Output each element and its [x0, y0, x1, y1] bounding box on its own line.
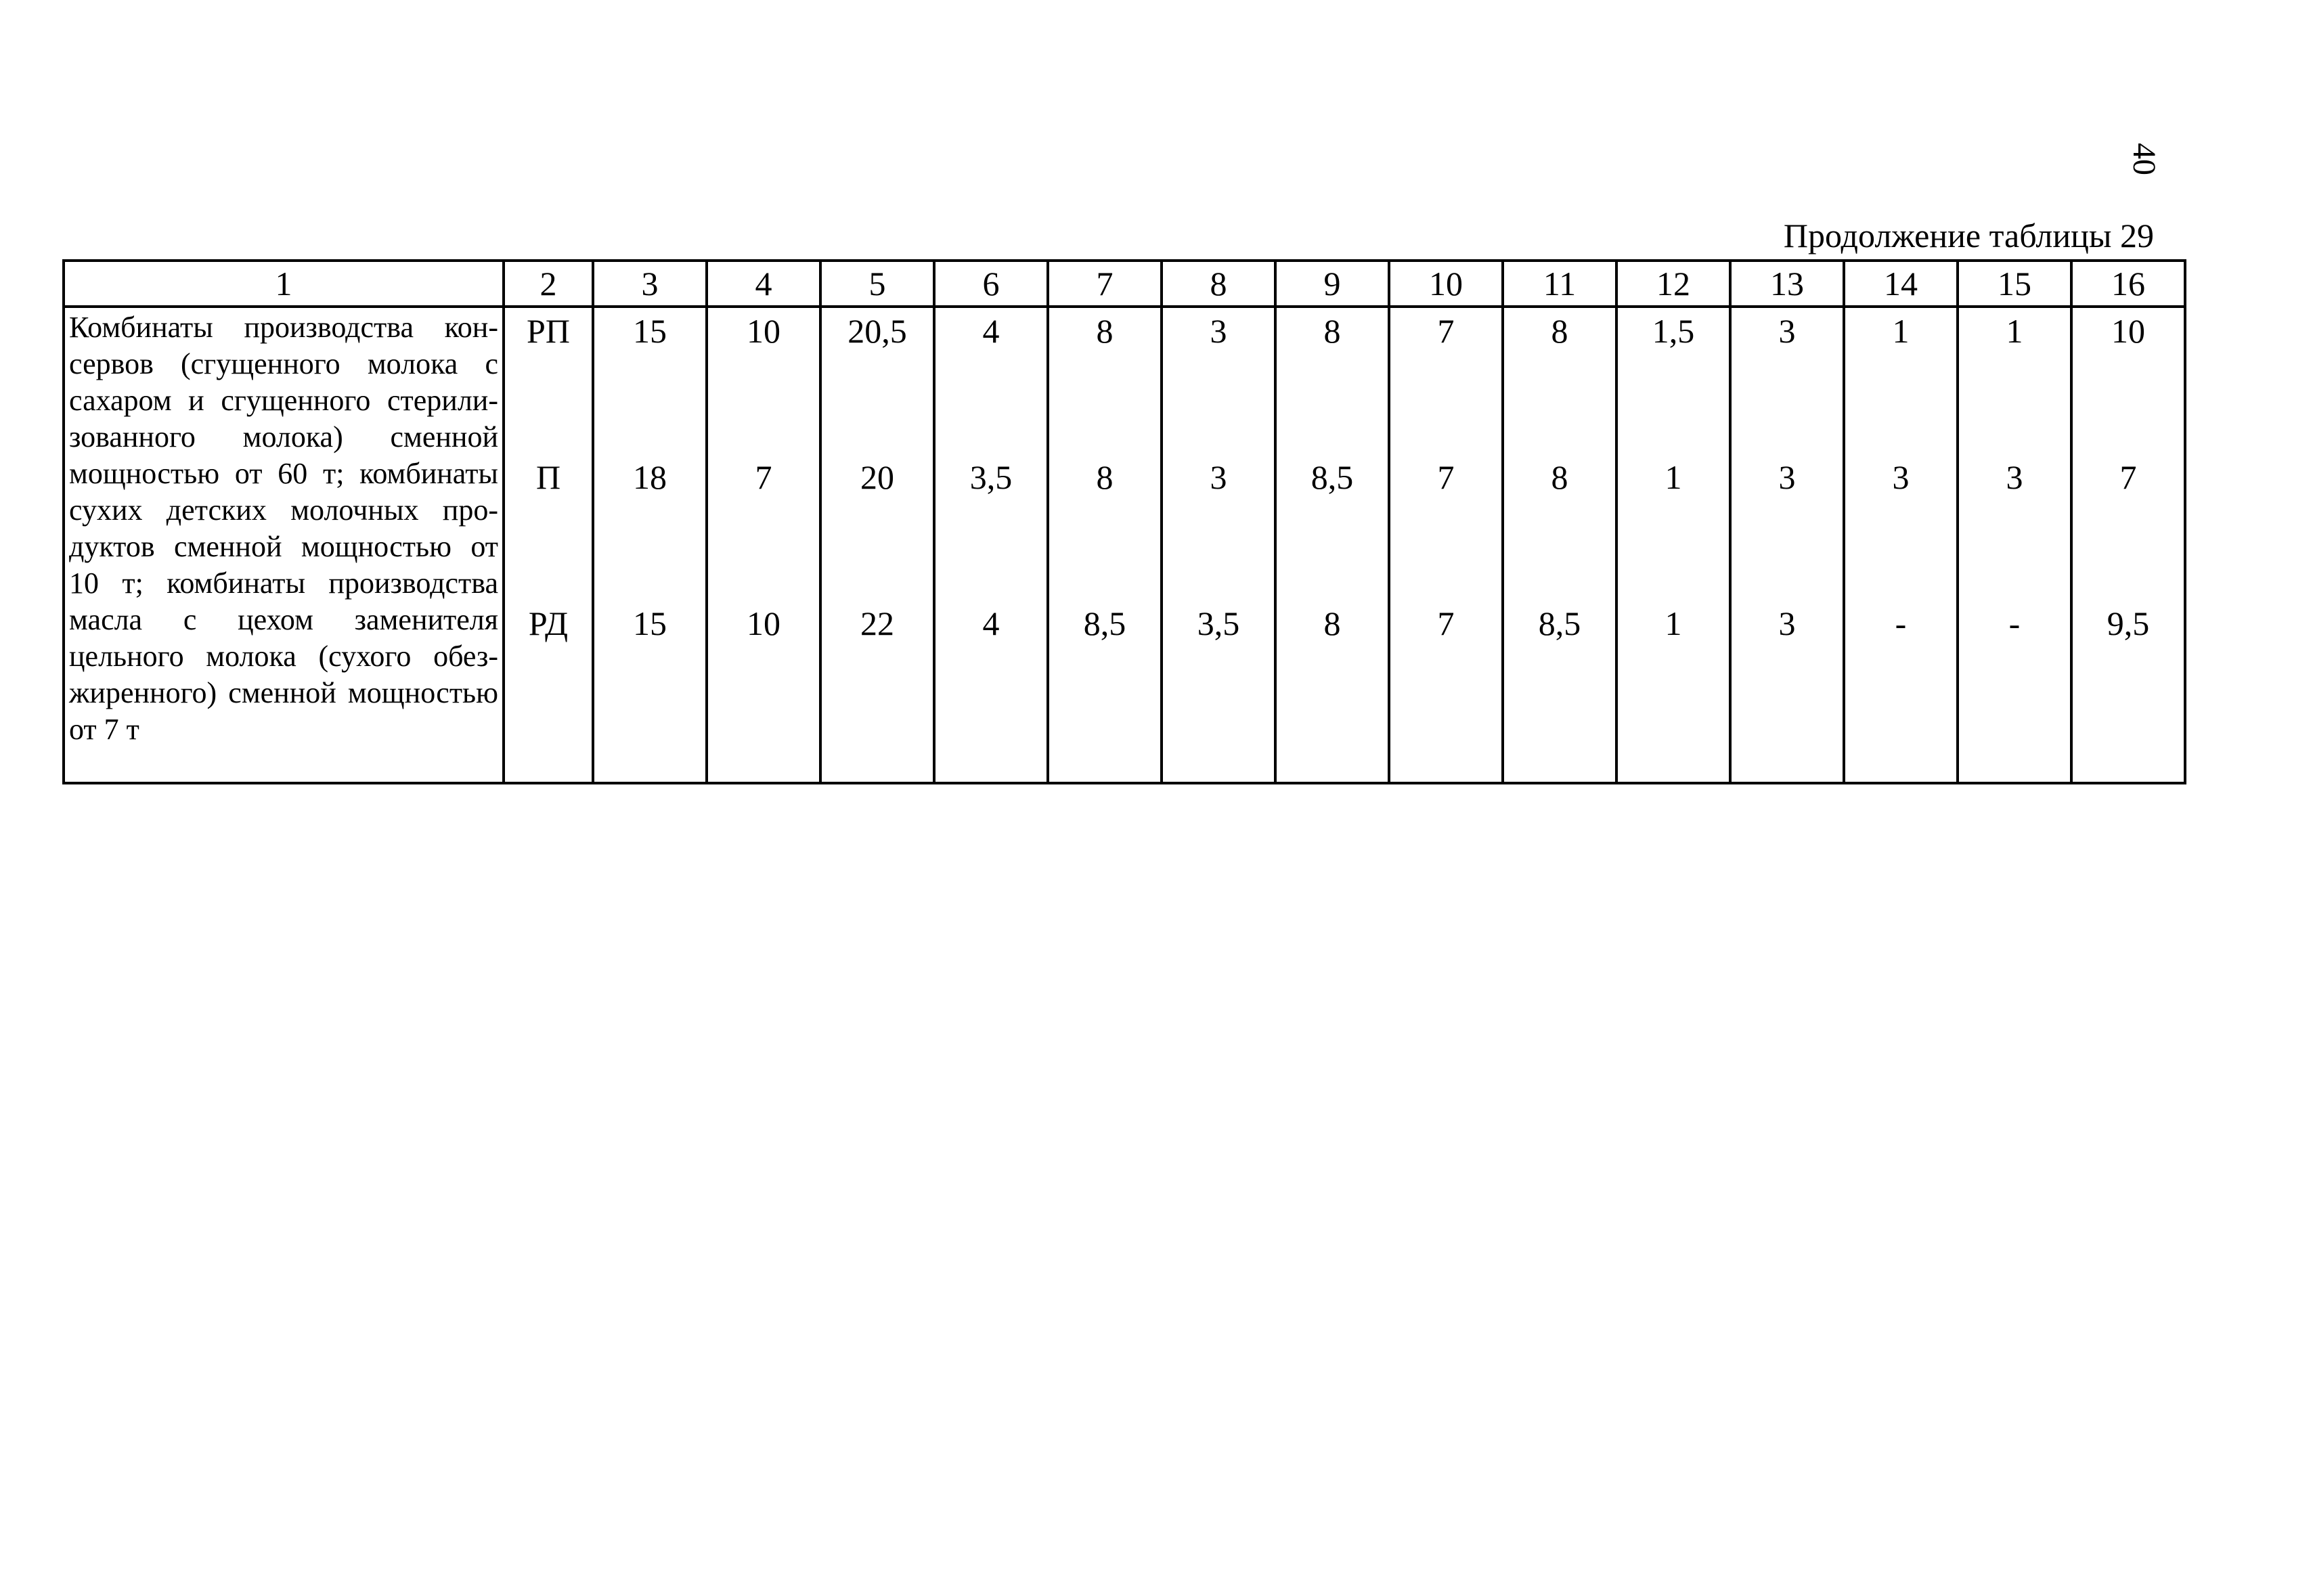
- value-cell: 18: [633, 458, 667, 496]
- value-column: [820, 307, 934, 783]
- value-cell: 3: [1210, 458, 1227, 496]
- value-cell: РД: [528, 604, 569, 642]
- value-cell: 7: [1437, 604, 1455, 642]
- value-cell: 8: [1551, 312, 1568, 350]
- value-cell: 3: [1778, 458, 1796, 496]
- value-column: [934, 307, 1048, 783]
- value-cell: 7: [755, 458, 772, 496]
- value-column: [1616, 307, 1730, 783]
- header-cell: 1: [64, 261, 504, 307]
- value-column: [1730, 307, 1844, 783]
- header-cell: 13: [1730, 261, 1844, 307]
- header-cell: 11: [1503, 261, 1616, 307]
- header-cell: 6: [934, 261, 1048, 307]
- value-cell: 1: [1665, 458, 1682, 496]
- value-column: [1958, 307, 2071, 783]
- header-cell: 14: [1844, 261, 1958, 307]
- value-cell: -: [1895, 604, 1907, 642]
- value-cell: 8: [1551, 458, 1568, 496]
- value-cell: 10: [747, 312, 780, 350]
- value-cell: 8: [1323, 312, 1341, 350]
- header-cell: 3: [593, 261, 707, 307]
- header-cell: 9: [1275, 261, 1389, 307]
- value-cell: 3: [1210, 312, 1227, 350]
- value-cell: 3: [1778, 604, 1796, 642]
- header-cell: 5: [820, 261, 934, 307]
- header-cell: 16: [2071, 261, 2185, 307]
- value-cell: 1: [1665, 604, 1682, 642]
- value-cell: 3,5: [969, 458, 1013, 496]
- value-column: [1844, 307, 1958, 783]
- value-cell: 8: [1323, 604, 1341, 642]
- value-cell: 3: [1892, 458, 1910, 496]
- value-cell: 7: [1437, 458, 1455, 496]
- value-column: [707, 307, 820, 783]
- value-cell: 8,5: [1083, 604, 1126, 642]
- header-cell: 4: [707, 261, 820, 307]
- table-row: [64, 307, 2185, 783]
- description-cell: Комбинаты производства консервов (сгущенного молока с сахаром и сгущенного стерилизованного молока) сменной мощностью от 60 т; комбинаты сухих детских молочных продуктов сменной мощностью от 10 т; комбинаты производства масла с цехом заменителя цельного молока (сухого обезжиренного) сменной мощностью от 7 т: [64, 307, 504, 783]
- header-cell: 2: [504, 261, 593, 307]
- value-column: [1389, 307, 1503, 783]
- page-number: 40: [2126, 143, 2162, 175]
- value-cell: 3,5: [1197, 604, 1240, 642]
- value-column: [1503, 307, 1616, 783]
- value-cell: 1,5: [1652, 312, 1695, 350]
- value-column: [1275, 307, 1389, 783]
- value-cell: 15: [633, 604, 667, 642]
- value-cell: 1: [1892, 312, 1910, 350]
- table-header-row: [64, 261, 2185, 307]
- value-cell: 3: [2006, 458, 2023, 496]
- value-cell: 20,5: [847, 312, 907, 350]
- value-cell: -: [2008, 604, 2021, 642]
- header-cell: 15: [1958, 261, 2071, 307]
- value-column: [504, 307, 593, 783]
- value-cell: 22: [860, 604, 894, 642]
- header-cell: 10: [1389, 261, 1503, 307]
- value-cell: 10: [747, 604, 780, 642]
- value-cell: 20: [860, 458, 894, 496]
- value-cell: 8: [1096, 458, 1114, 496]
- value-cell: 4: [982, 604, 1000, 642]
- data-table: [62, 259, 2186, 784]
- value-column: [593, 307, 707, 783]
- value-cell: 7: [1437, 312, 1455, 350]
- value-column: [2071, 307, 2185, 783]
- value-cell: П: [535, 458, 561, 496]
- value-column: [1162, 307, 1275, 783]
- value-cell: 15: [633, 312, 667, 350]
- value-cell: 9,5: [2107, 604, 2150, 642]
- header-cell: 7: [1048, 261, 1162, 307]
- value-cell: РП: [527, 312, 570, 350]
- header-cell: 12: [1616, 261, 1730, 307]
- value-column: [1048, 307, 1162, 783]
- value-cell: 7: [2119, 458, 2137, 496]
- value-cell: 8: [1096, 312, 1114, 350]
- value-cell: 10: [2111, 312, 2145, 350]
- value-cell: 4: [982, 312, 1000, 350]
- value-cell: 3: [1778, 312, 1796, 350]
- value-cell: 8,5: [1310, 458, 1354, 496]
- value-cell: 8,5: [1538, 604, 1581, 642]
- value-cell: 1: [2006, 312, 2023, 350]
- table-caption: Продолжение таблицы 29: [1783, 217, 2154, 254]
- header-cell: 8: [1162, 261, 1275, 307]
